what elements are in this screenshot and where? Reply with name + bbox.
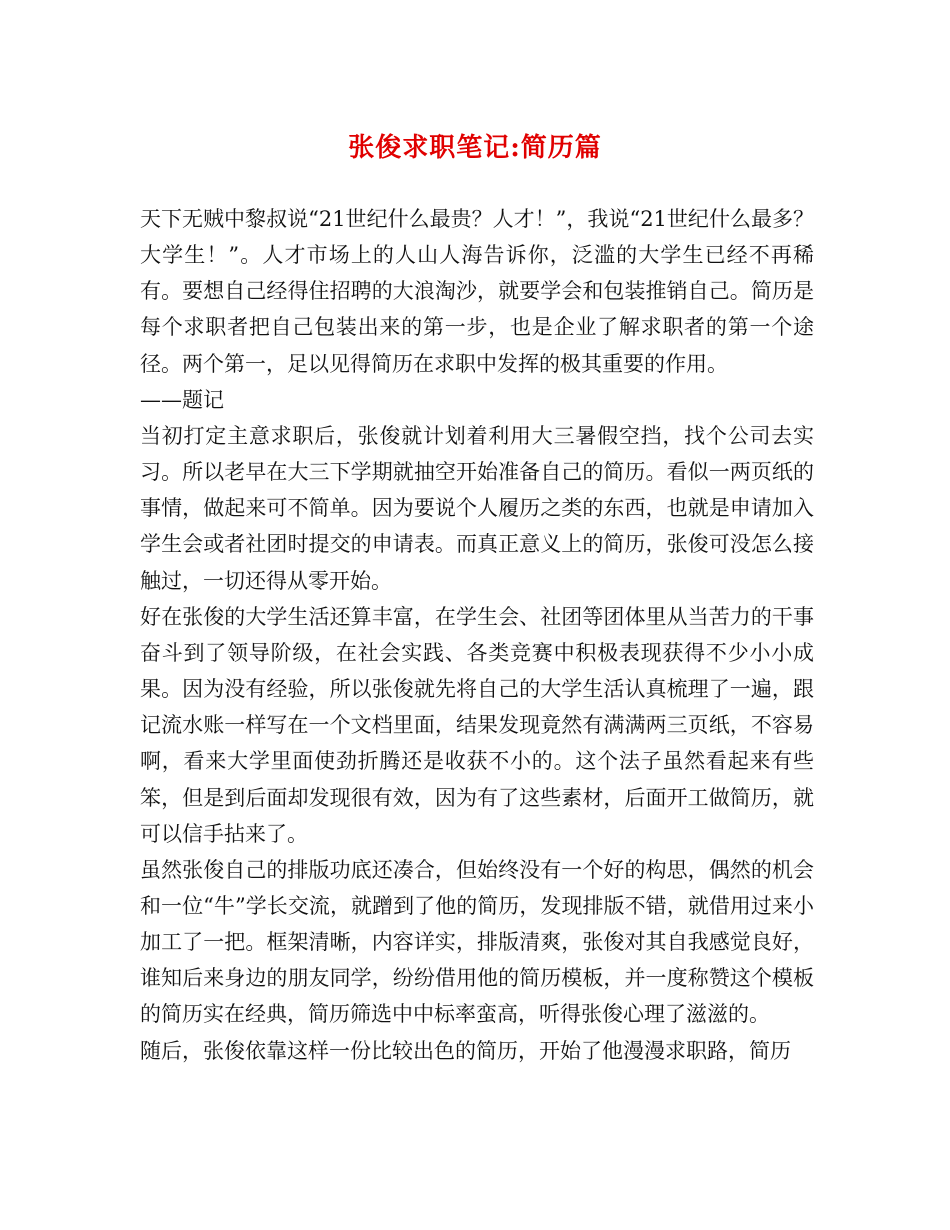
document-title: 张俊求职笔记:简历篇 — [348, 133, 602, 163]
paragraph-intro: 天下无贼中黎叔说“21世纪什么最贵？人才！”，我说“21世纪什么最多？大学生！”。人才市场上的人山人海告诉你，泛滥的大学生已经不再稀有。要想自己经得住招聘的大浪淘沙，就要学会和包装推销自己。简历是每个求职者把自己包装出来的第一步，也是企业了解求职者的第一个途径。两个第一，足以见得简历在求职中发挥的极其重要的作用。 — [140, 207, 814, 376]
paragraph-epigraph: ——题记 — [140, 387, 224, 412]
document-body — [140, 201, 814, 1069]
paragraph-4: 随后，张俊依靠这样一份比较出色的简历，开始了他漫漫求职路，简历 — [140, 1038, 791, 1063]
paragraph-1: 当初打定主意求职后，张俊就计划着利用大三暑假空挡，找个公司去实习。所以老早在大三下学期就抽空开始准备自己的简历。看似一两页纸的事情，做起来可不简单。因为要说个人履历之类的东西，也就是申请加入学生会或者社团时提交的申请表。而真正意义上的简历，张俊可没怎么接触过，一切还得从零开始。 — [140, 423, 814, 593]
paragraph-3: 虽然张俊自己的排版功底还凑合，但始终没有一个好的构思，偶然的机会和一位“牛”学长交流，就蹭到了他的简历，发现排版不错，就借用过来小加工了一把。框架清晰，内容详实，排版清爽，张俊对其自我感觉良好，谁知后来身边的朋友同学，纷纷借用他的简历模板，并一度称赞这个模板的简历实在经典，简历筛选中中标率蛮高，听得张俊心理了滋滋的。 — [140, 857, 814, 1027]
paragraph-2: 好在张俊的大学生活还算丰富，在学生会、社团等团体里从当苦力的干事奋斗到了领导阶级，在社会实践、各类竞赛中积极表现获得不少小小成果。因为没有经验，所以张俊就先将自己的大学生活认真梳理了一遍，跟记流水账一样写在一个文档里面，结果发现竟然有满满两三页纸，不容易啊，看来大学里面使劲折腾还是收获不小的。这个法子虽然看起来有些笨，但是到后面却发现很有效，因为有了这些素材，后面开工做简历，就可以信手拈来了。 — [140, 604, 814, 846]
